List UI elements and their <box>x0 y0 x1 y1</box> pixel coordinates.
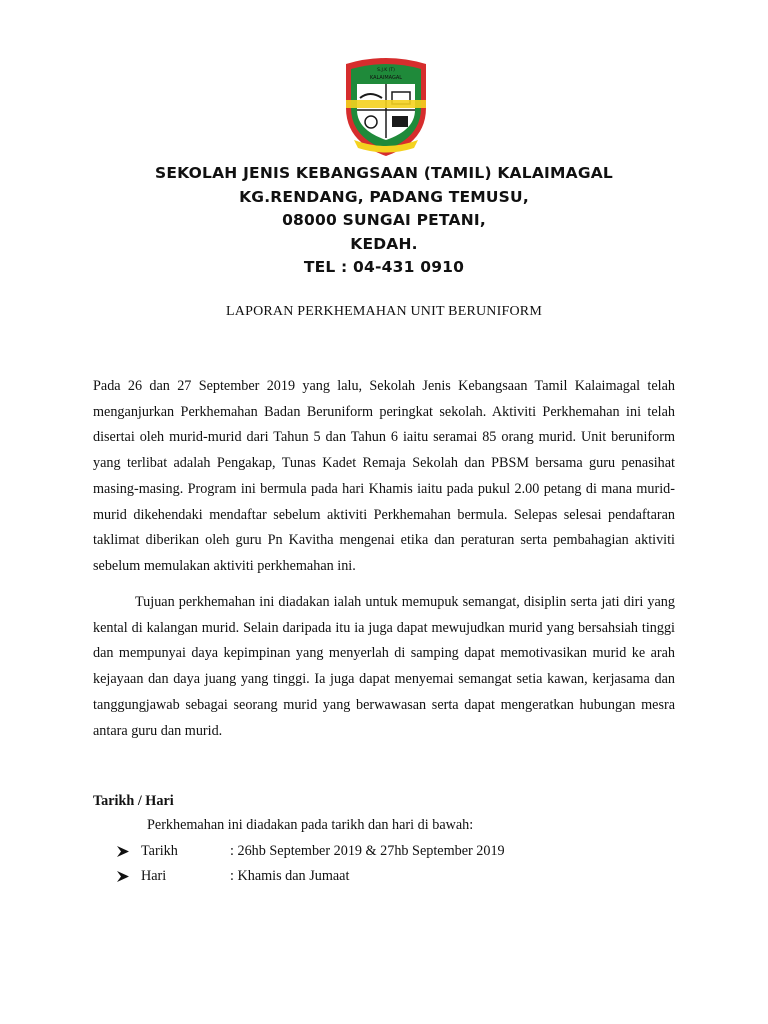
paragraph-1: Pada 26 dan 27 September 2019 yang lalu, Sekolah Jenis Kebangsaan Tamil Kalaimagal telah menganjurkan Perkhemahan Badan Beruniform peringkat sekolah. Aktiviti Perkhemahan ini telah disertai oleh murid-murid dari Tahun 5 dan Tahun 6 iaitu seramai 85 orang murid. Unit beruniform yang terlibat adalah Pengakap, Tunas Kadet Remaja Sekolah dan PBSM bersama guru penasihat masing-masing. Program ini bermula pada hari Khamis iaitu pada pukul 2.00 petang di mana murid-murid dikehendaki mendaftar sebelum aktiviti Perkhemahan bermula. Selepas selesai pendaftaran taklimat diberikan oleh guru Pn Kavitha mengenai etika dan peraturan serta pembahagian aktiviti sebelum memulakan aktiviti perkhemahan ini. <box>93 378 675 574</box>
crest-top-text: S.J.K (T) <box>377 68 395 73</box>
list-item-value: : Khamis dan Jumaat <box>230 868 350 884</box>
arrow-bullet-icon <box>116 870 130 883</box>
school-name: SEKOLAH JENIS KEBANGSAAN (TAMIL) KALAIMAGAL <box>154 164 614 182</box>
telephone: TEL : 04-431 0910 <box>303 258 465 276</box>
date-section-heading: Tarikh / Hari <box>93 793 174 809</box>
address-state: KEDAH. <box>350 234 418 253</box>
report-title: LAPORAN PERKHEMAHAN UNIT BERUNIFORM <box>226 304 542 319</box>
school-crest-logo <box>340 56 432 158</box>
paragraph-2: Tujuan perkhemahan ini diadakan ialah untuk memupuk semangat, disiplin serta jati diri yang kental di kalangan murid. Selain daripada itu ia juga dapat mewujudkan murid yang bersahsiah tinggi dan mempunyai daya kepimpinan yang menyerlah di samping dapat memotivasikan murid ke arah kejayaan dan daya juang yang tinggi. Ia juga dapat menyemai semangat setia kawan, kerjasama dan tanggungjawab sebagai seorang murid yang berwawasan serta dapat mengeratkan hubungan mesra antara guru dan murid. <box>93 594 675 739</box>
date-section-intro: Perkhemahan ini diadakan pada tarikh dan hari di bawah: <box>147 817 474 833</box>
list-item-value: : 26hb September 2019 & 27hb September 2019 <box>230 843 505 859</box>
school-header <box>0 162 768 280</box>
address-line-2: 08000 SUNGAI PETANI, <box>282 211 486 229</box>
crest-name-text: KALAIMAGAL <box>369 75 403 81</box>
list-item-label: Tarikh <box>141 843 178 859</box>
arrow-bullet-icon <box>116 845 130 858</box>
list-item-label: Hari <box>141 868 167 884</box>
address-line-1: KG.RENDANG, PADANG TEMUSU, <box>239 187 529 206</box>
